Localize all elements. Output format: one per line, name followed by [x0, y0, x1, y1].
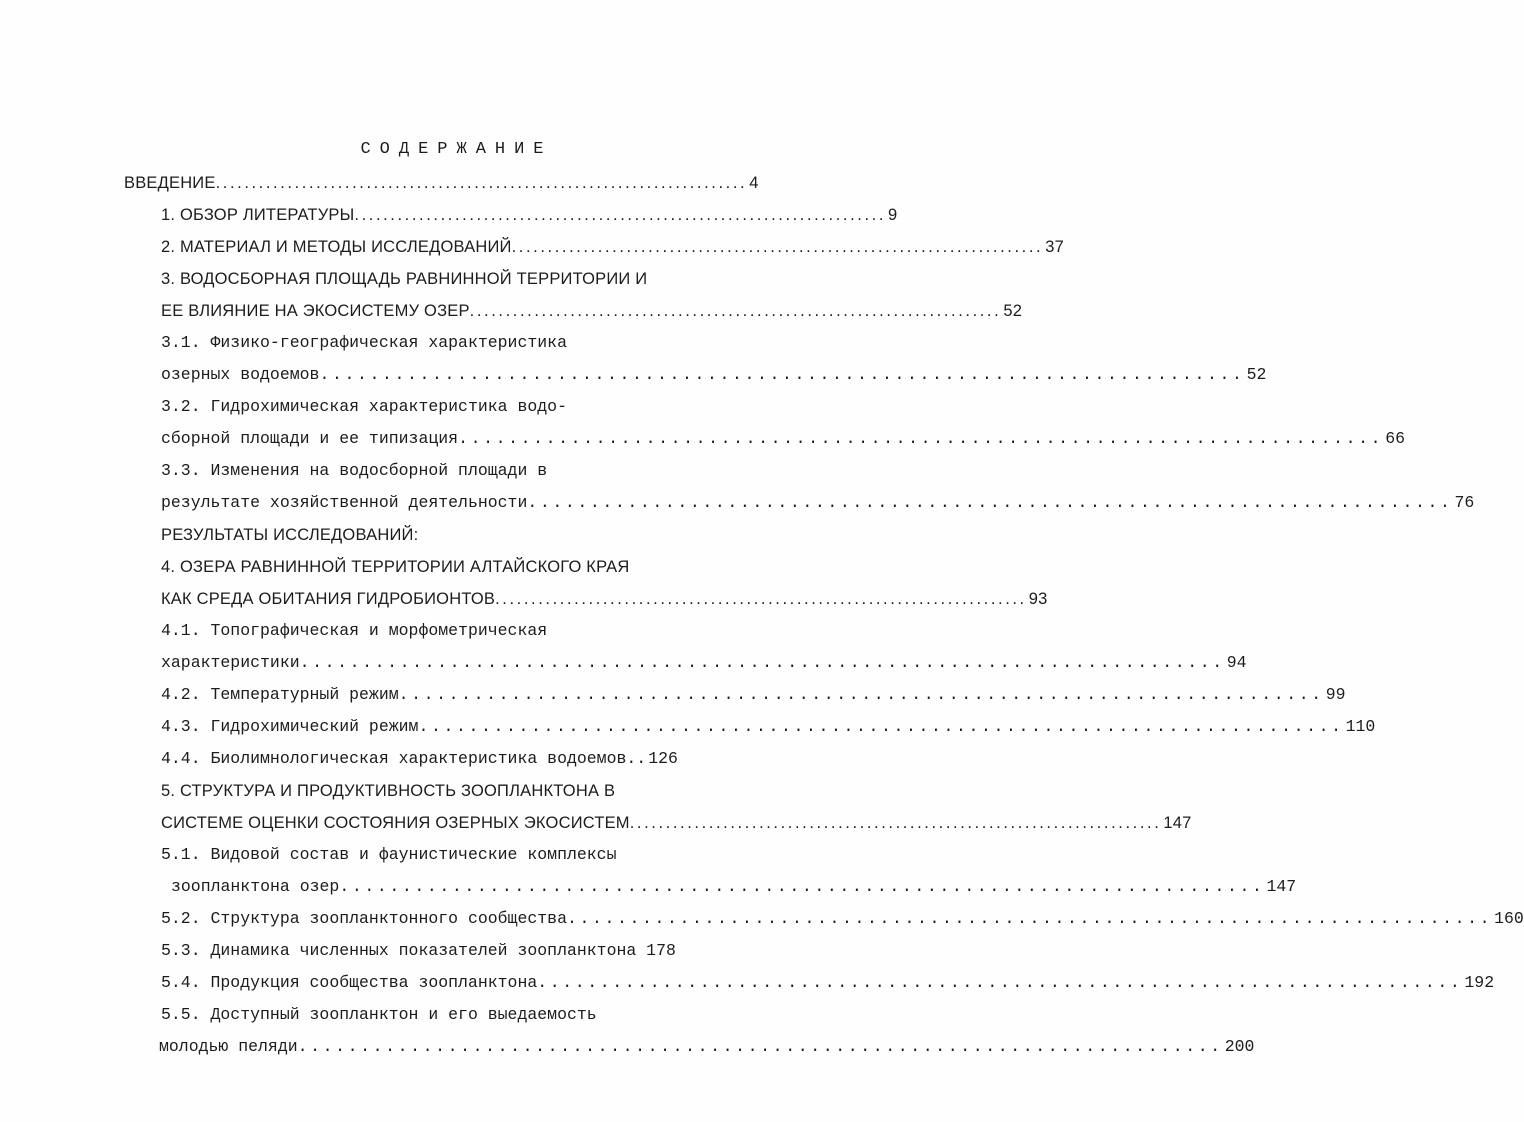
- toc-entry-page: 52: [1003, 302, 1023, 320]
- toc-entry: 4.3. Гидрохимический режим .......................................................................... 110: [161, 717, 1376, 736]
- toc-entry-page: 110: [1345, 717, 1376, 736]
- toc-entry-text: 4.2. Температурный режим: [161, 685, 399, 704]
- toc-entry: [161, 749, 745, 769]
- toc-entry-text: зоопланктона озер: [171, 877, 340, 896]
- toc-entry: сборной площади и ее типизация .......................................................................... 66: [161, 429, 1405, 448]
- toc-entry-text: 3.1. Физико-географическая характеристика: [161, 333, 567, 352]
- toc-entry-text: 3.3. Изменения на водосборной площади в: [161, 461, 548, 480]
- toc-entry-text: 5.2. Структура зоопланктонного сообщества: [161, 909, 567, 928]
- toc-entry-page: 9: [888, 206, 898, 224]
- toc-entry: 5.4. Продукция сообщества зоопланктона .......................................................................... 192: [161, 973, 1495, 992]
- toc-entry-text: 4.4. Биолимнологическая характеристика водоемов..: [161, 749, 647, 768]
- toc-entry-page: 52: [1246, 365, 1267, 384]
- toc-entry-page: 37: [1045, 238, 1064, 256]
- toc-entry-page: 76: [1454, 493, 1475, 512]
- toc-entry-text: 3.2. Гидрохимическая характеристика водо-: [161, 397, 567, 416]
- toc-entry-page: 200: [1224, 1037, 1255, 1056]
- toc-entry-page: 160: [1494, 909, 1524, 928]
- toc-entry-text: 1. ОБЗОР ЛИТЕРАТУРЫ: [161, 206, 355, 224]
- toc-entry: СИСТЕМЕ ОЦЕНКИ СОСТОЯНИЯ ОЗЕРНЫХ ЭКОСИСТЕМ .......................................................................... 147: [161, 814, 1192, 832]
- toc-entry-page: 99: [1325, 685, 1346, 704]
- toc-entry-text: сборной площади и ее типизация: [161, 429, 459, 448]
- toc-entry-text: 4.1. Топографическая и морфометрическая: [161, 621, 548, 640]
- toc-entry-text: КАК СРЕДА ОБИТАНИЯ ГИДРОБИОНТОВ: [161, 590, 496, 608]
- toc-entry-text: 2. МАТЕРИАЛ И МЕТОДЫ ИССЛЕДОВАНИЙ: [161, 238, 512, 256]
- toc-entry: ЕЕ ВЛИЯНИЕ НА ЭКОСИСТЕМУ ОЗЕР .......................................................................... 52: [161, 302, 1023, 320]
- toc-entry-text: озерных водоемов: [161, 365, 320, 384]
- page-title: СОДЕРЖАНИЕ: [360, 140, 553, 159]
- toc-entry: 1. ОБЗОР ЛИТЕРАТУРЫ .......................................................................... 9: [161, 206, 898, 224]
- toc-entry-text: 5.1. Видовой состав и фаунистические комплексы: [161, 845, 617, 864]
- toc-entry: ВВЕДЕНИЕ .......................................................................... 4: [124, 174, 759, 192]
- toc-entry: результате хозяйственной деятельности .......................................................................... 76: [161, 493, 1475, 512]
- toc-entry: озерных водоемов .......................................................................... 52: [161, 365, 1267, 384]
- toc-entry-text: СИСТЕМЕ ОЦЕНКИ СОСТОЯНИЯ ОЗЕРНЫХ ЭКОСИСТЕМ: [161, 814, 630, 832]
- toc-entry-text: 5.5. Доступный зоопланктон и его выедаемость: [161, 1005, 597, 1024]
- toc-entry-text: 3. ВОДОСБОРНАЯ ПЛОЩАДЬ РАВНИННОЙ ТЕРРИТОРИИ И: [161, 270, 648, 288]
- toc-entry: КАК СРЕДА ОБИТАНИЯ ГИДРОБИОНТОВ .......................................................................... 93: [161, 590, 1048, 608]
- toc-entry-text: 5.3. Динамика численных показателей зоопланктона 178: [161, 941, 676, 960]
- toc-entry: молодью пеляди .......................................................................... 200: [159, 1037, 1255, 1056]
- toc-entry-text: 5.4. Продукция сообщества зоопланктона: [161, 973, 538, 992]
- toc-entry-text: характеристики: [161, 653, 300, 672]
- toc-entry: характеристики .......................................................................... 94: [161, 653, 1247, 672]
- toc-entry-page: 66: [1385, 429, 1405, 448]
- toc-entry-text: ЕЕ ВЛИЯНИЕ НА ЭКОСИСТЕМУ ОЗЕР: [161, 302, 470, 320]
- toc-entry: 4.2. Температурный режим .......................................................................... 99: [161, 685, 1346, 704]
- toc-entry-page: 94: [1226, 653, 1247, 672]
- toc-entry-page: 126: [648, 749, 678, 768]
- toc-entry: 2. МАТЕРИАЛ И МЕТОДЫ ИССЛЕДОВАНИЙ .......................................................................... 37: [161, 238, 1064, 256]
- toc-entry-text: молодью пеляди: [159, 1037, 298, 1056]
- toc-entry-page: 192: [1464, 973, 1495, 992]
- toc-entry: 5.2. Структура зоопланктонного сообщества .......................................................................... 160: [161, 909, 1524, 928]
- toc-entry-text: 4.3. Гидрохимический режим: [161, 717, 419, 736]
- toc-entry-text: 4. ОЗЕРА РАВНИННОЙ ТЕРРИТОРИИ АЛТАЙСКОГО КРАЯ: [161, 558, 630, 576]
- toc-entry-page: 147: [1266, 877, 1297, 896]
- section-heading: РЕЗУЛЬТАТЫ ИССЛЕДОВАНИЙ:: [161, 526, 419, 544]
- toc-entry-page: 93: [1028, 590, 1048, 608]
- toc-entry-page: 147: [1163, 814, 1192, 832]
- toc-entry-text: 5. СТРУКТУРА И ПРОДУКТИВНОСТЬ ЗООПЛАНКТОНА В: [161, 782, 616, 800]
- toc-entry: зоопланктона озер .......................................................................... 147: [171, 877, 1297, 896]
- toc-entry-text: результате хозяйственной деятельности: [161, 493, 528, 512]
- toc-entry-page: 4: [749, 174, 759, 192]
- toc-entry-text: ВВЕДЕНИЕ: [124, 174, 216, 192]
